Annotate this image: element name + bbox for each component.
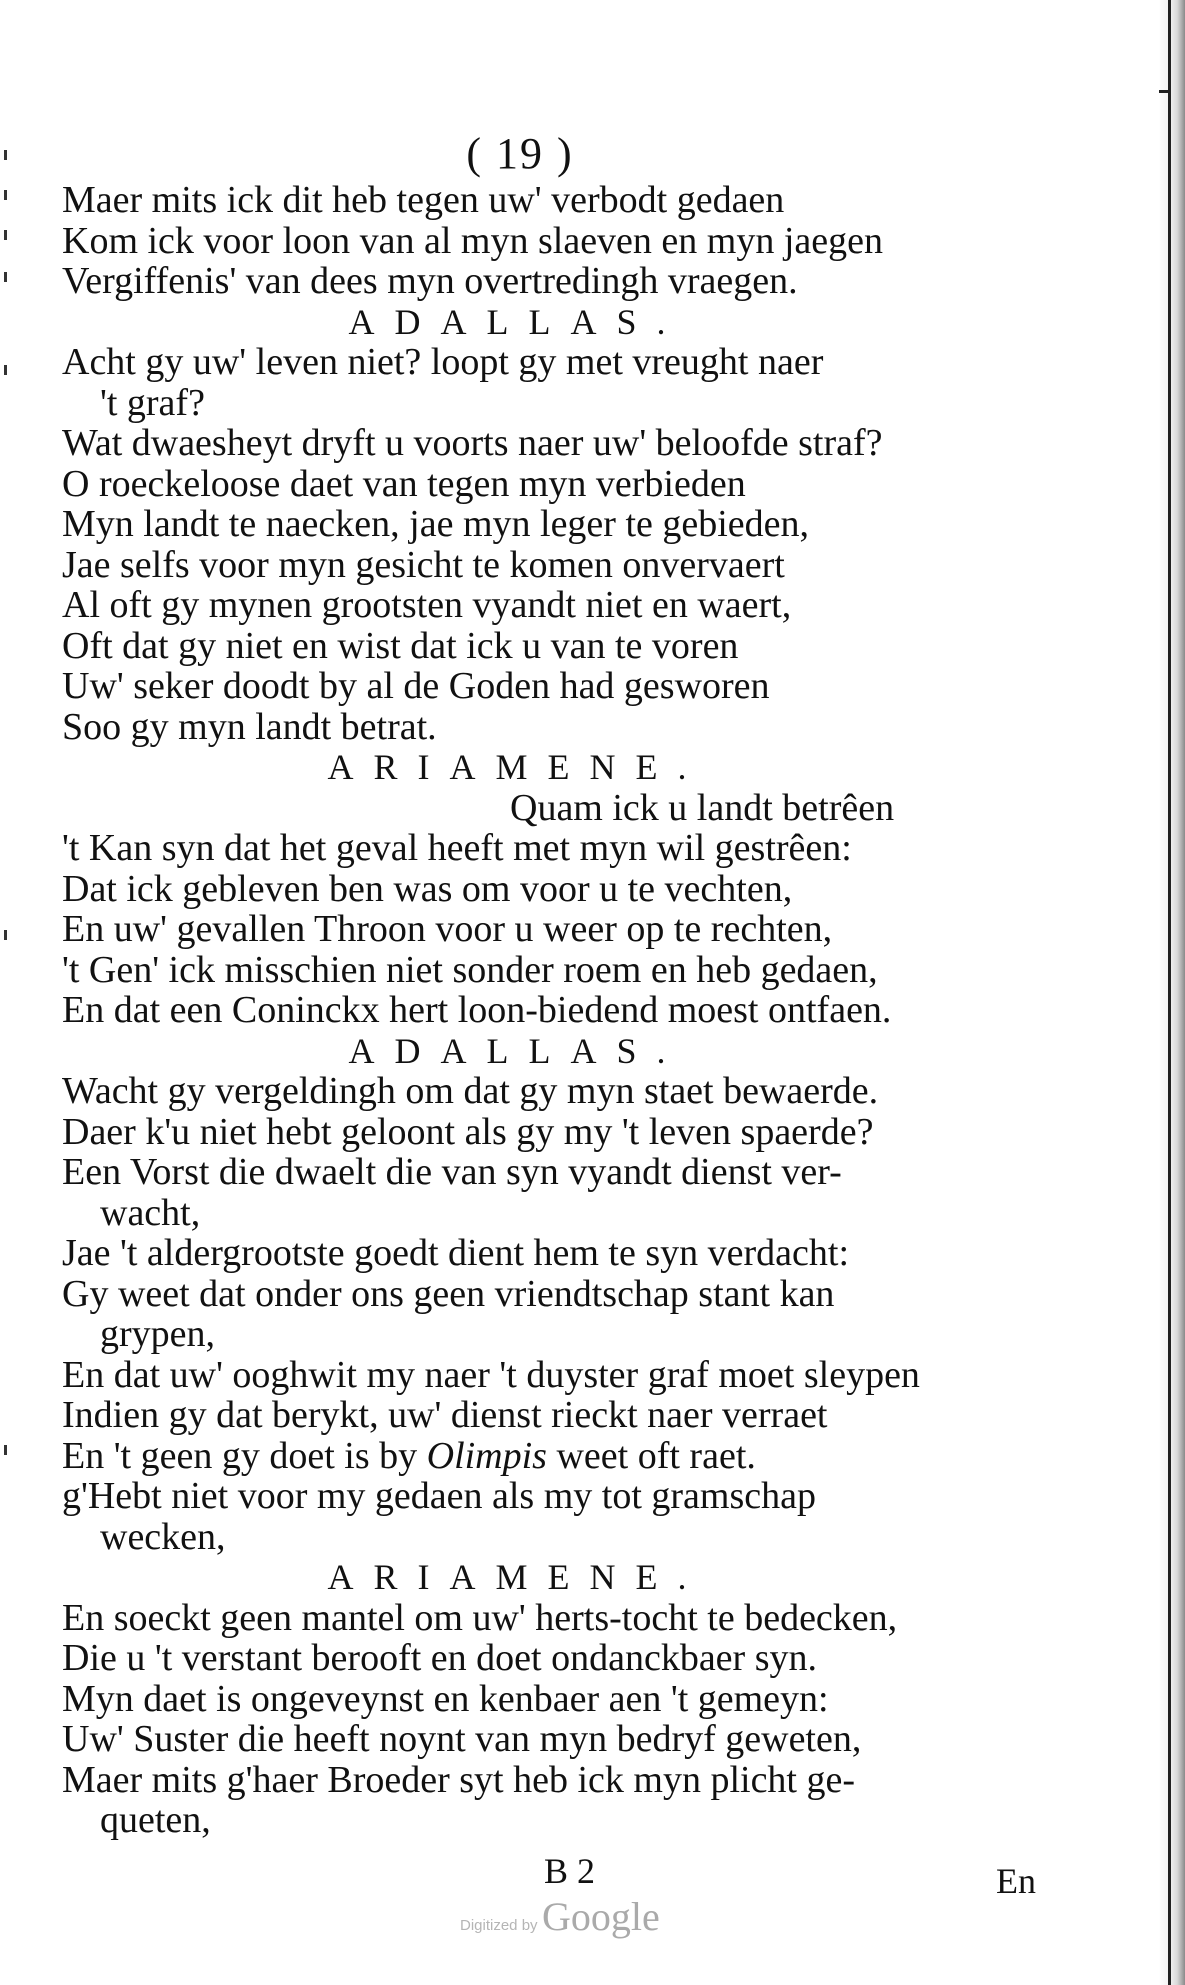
speaker-name: ADALLAS.: [348, 1030, 686, 1071]
verse-continuation: 't graf?: [100, 381, 205, 424]
page-edge-shadow: [1159, 0, 1185, 1985]
verse-line: Uw' seker doodt by al de Goden had gesworen: [62, 665, 770, 707]
verse-line: 't Kan syn dat het geval heeft met myn wil gestrêen:: [62, 827, 852, 869]
signature-mark: B 2: [544, 1851, 596, 1891]
verse-line: Dat ick gebleven ben was om voor u te vechten,: [62, 867, 793, 910]
verse-text: weet oft raet.: [546, 1434, 756, 1477]
character-name: Olimpis: [426, 1434, 547, 1477]
verse-text-block: [62, 180, 1052, 1841]
speaker-name: ARIAMENE.: [327, 1557, 707, 1597]
verse-line: En uw' gevallen Throon voor u weer op te rechten,: [62, 908, 833, 950]
verse-line: Daer k'u niet hebt geloont als gy my 't leven spaerde?: [62, 1110, 874, 1153]
page-edge-notch: [1159, 90, 1171, 93]
verse-line: Wat dwaesheyt dryft u voorts naer uw' beloofde straf?: [62, 422, 883, 464]
verse-line: Gy weet dat onder ons geen vriendtschap stant kan: [62, 1272, 835, 1315]
verse-continuation: grypen,: [100, 1313, 216, 1355]
verse-line: Wacht gy vergeldingh om dat gy myn staet bewaerde.: [62, 1070, 879, 1112]
verse-line: O roeckeloose daet van tegen myn verbieden: [62, 462, 746, 505]
verse-line: g'Hebt niet voor my gedaen als my tot gramschap: [62, 1475, 816, 1517]
verse-line: Een Vorst die dwaelt die van syn vyandt dienst ver-: [62, 1151, 842, 1193]
verse-continuation: wecken,: [100, 1515, 226, 1558]
verse-line: En soeckt geen mantel om uw' herts-tocht te bedecken,: [62, 1596, 898, 1639]
verse-continuation: queten,: [100, 1799, 211, 1841]
verse-line: Soo gy myn landt betrat.: [62, 705, 437, 748]
verse-line: Kom ick voor loon van al myn slaeven en myn jaegen: [62, 219, 884, 262]
verse-line: [62, 1436, 1052, 1477]
verse-line: Oft dat gy niet en wist dat ick u van te voren: [62, 624, 739, 667]
watermark-logo: Google: [542, 1894, 660, 1939]
verse-text: En 't geen gy doet is by: [62, 1434, 427, 1477]
google-watermark: [460, 1893, 660, 1940]
verse-line: Die u 't verstant berooft en doet ondanckbaer syn.: [62, 1637, 817, 1679]
page-edge-line: [1168, 0, 1171, 1985]
verse-line: Jae 't aldergrootste goedt dient hem te syn verdacht:: [62, 1232, 850, 1274]
speaker-name: ADALLAS.: [348, 301, 686, 342]
verse-line: En dat een Coninckx hert loon-biedend moest ontfaen.: [62, 989, 892, 1031]
page-number: ( 19 ): [466, 129, 574, 178]
verse-line: Indien gy dat berykt, uw' dienst rieckt naer verraet: [62, 1394, 828, 1436]
verse-line: Myn daet is ongeveynst en kenbaer aen 't gemeyn:: [62, 1677, 829, 1720]
verse-line: 't Gen' ick misschien niet sonder roem en heb gedaen,: [62, 948, 878, 991]
verse-line: Quam ick u landt betrêen: [510, 786, 895, 829]
verse-line: Acht gy uw' leven niet? loopt gy met vreught naer: [62, 341, 824, 383]
verse-line: Jae selfs voor myn gesicht te komen onvervaert: [62, 543, 785, 586]
verse-continuation: wacht,: [100, 1191, 201, 1234]
verse-line: Myn landt te naecken, jae myn leger te gebieden,: [62, 503, 810, 545]
catchword: En: [996, 1861, 1036, 1901]
verse-line: Uw' Suster die heeft noynt van myn bedryf geweten,: [62, 1718, 862, 1760]
speaker-name: ARIAMENE.: [327, 747, 707, 787]
bleed-marks-left: [0, 0, 14, 1985]
verse-line: Vergiffenis' van dees myn overtredingh vraegen.: [62, 260, 798, 302]
verse-line: Maer mits g'haer Broeder syt heb ick myn plicht ge-: [62, 1758, 856, 1801]
watermark-prefix: Digitized by: [460, 1917, 538, 1934]
verse-line: En dat uw' ooghwit my naer 't duyster graf moet sleypen: [62, 1353, 920, 1396]
verse-line: Maer mits ick dit heb tegen uw' verbodt gedaen: [62, 179, 785, 221]
verse-line: Al oft gy mynen grootsten vyandt niet en waert,: [62, 584, 792, 626]
